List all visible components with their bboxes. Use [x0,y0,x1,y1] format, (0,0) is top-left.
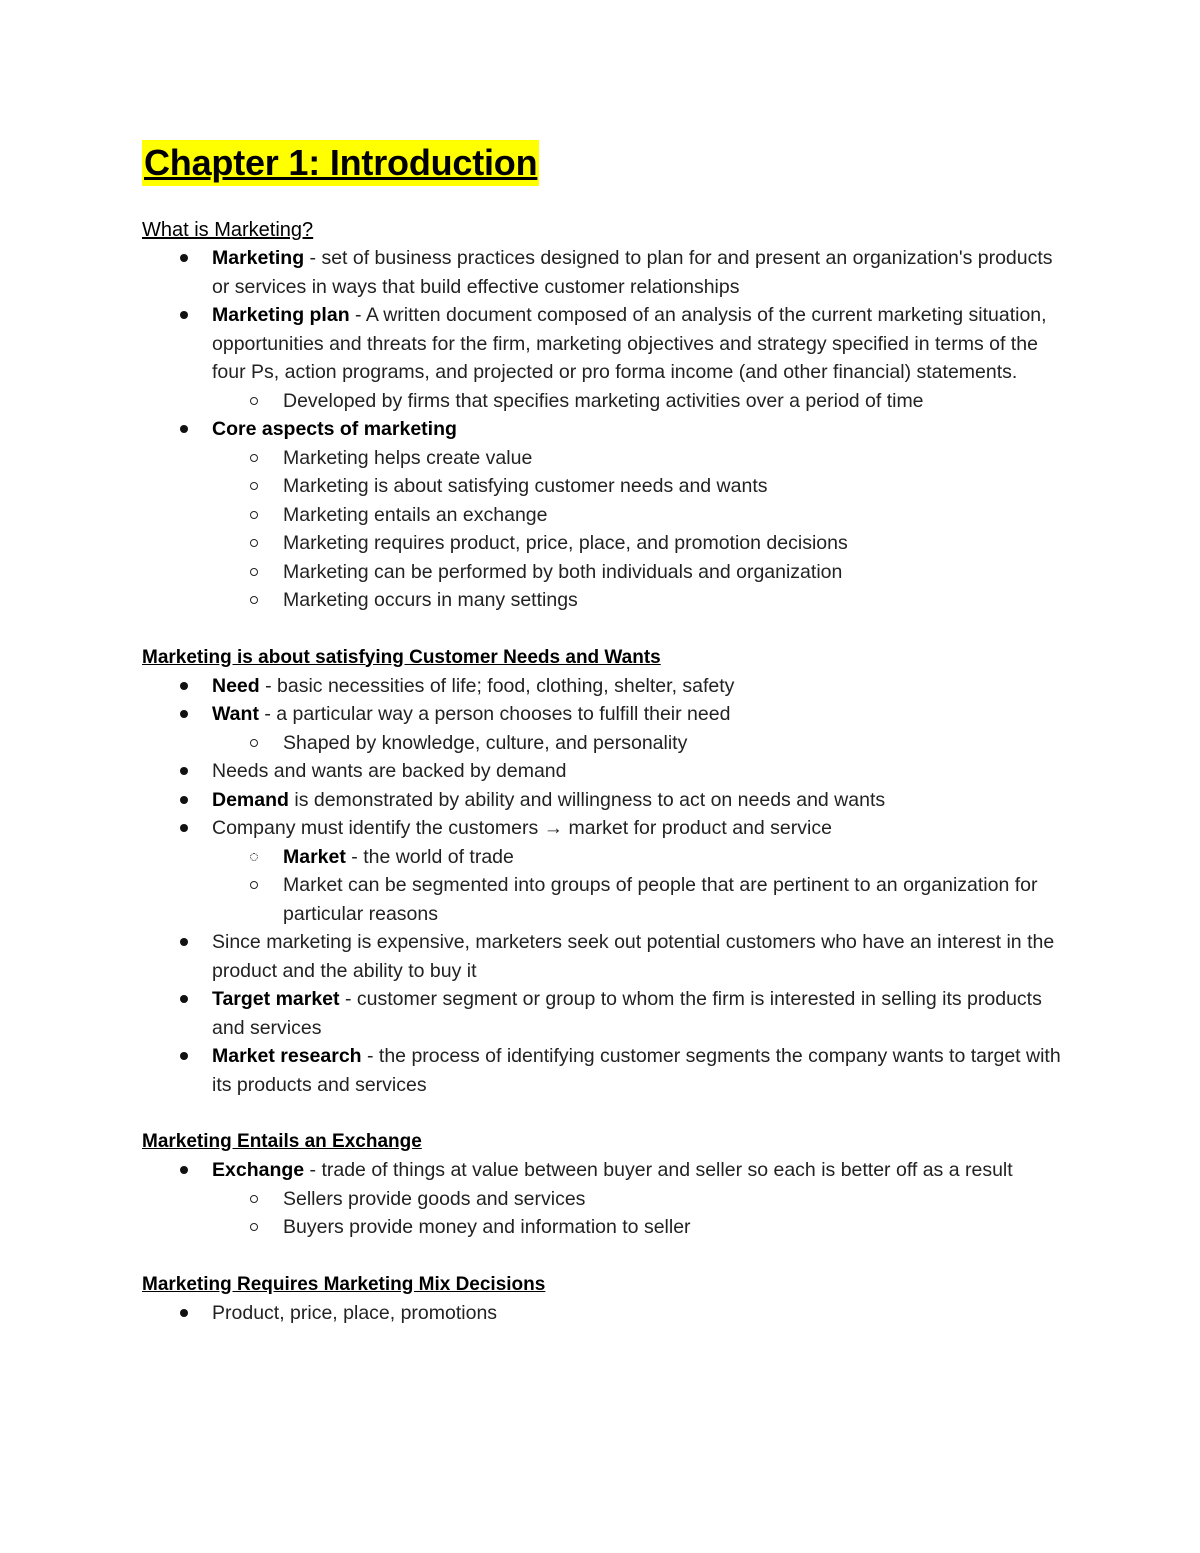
bullet-dot-icon [180,824,188,832]
sub-list-item [142,472,1062,501]
term: Marketing [212,247,305,269]
sub-item-text: Shaped by knowledge, culture, and personality [283,731,688,754]
sub-list-item [142,387,1062,416]
sub-list-item [142,871,1062,928]
document-body [142,140,1062,1327]
bullet-list [142,244,1062,615]
bullet-circle-icon [250,397,258,405]
bullet-list [142,1299,1062,1328]
term: Demand [212,788,289,811]
sub-item-text: Marketing requires product, price, place, and promotion decisions [283,532,848,554]
bullet-circle-icon [250,853,258,861]
item-text: Needs and wants are backed by demand [212,760,567,782]
bullet-dot-icon [180,1166,188,1174]
list-item [142,672,1062,701]
sub-item-text: Marketing helps create value [283,446,533,469]
bullet-dot-icon [180,425,188,433]
sub-item-text: Market can be segmented into groups of people that are pertinent to an organization for particular reasons [283,874,1038,925]
sub-item-text: Buyers provide money and information to seller [283,1216,691,1238]
bullet-circle-icon [250,1223,258,1231]
list-item [142,1156,1062,1185]
bullet-dot-icon [180,767,188,775]
term: Core aspects of marketing [212,418,457,440]
term: Marketing plan [212,304,350,326]
definition: - customer segment or group to whom the firm is interested in selling its products and services [212,988,1042,1039]
chapter-title: Chapter 1: Introduction [142,140,539,186]
bullet-circle-icon [250,482,258,490]
list-item [142,301,1062,387]
sub-item-text: Marketing can be performed by both individuals and organization [283,560,843,583]
definition: - a particular way a person chooses to fulfill their need [258,703,731,725]
list-item [142,786,1062,815]
list-item [142,814,1062,843]
sub-list-item [142,729,1062,758]
sub-list-item [142,1213,1062,1242]
bullet-dot-icon [180,311,188,319]
bullet-circle-icon [250,511,258,519]
list-item [142,415,1062,444]
list-item [142,700,1062,729]
bullet-list [142,672,1062,1100]
section-heading-exchange: Marketing Entails an Exchange [142,1131,422,1152]
term: Market research [212,1045,362,1067]
sub-item-text: Developed by firms that specifies marketing activities over a period of time [283,389,924,412]
item-text: Product, price, place, promotions [212,1301,498,1324]
bullet-circle-icon [250,568,258,576]
term: Want [212,703,259,725]
sub-list-item [142,558,1062,587]
list-item [142,244,1062,301]
sub-list-item [142,586,1062,615]
bullet-circle-icon [250,596,258,604]
term: Market [283,845,346,868]
sub-list-item [142,529,1062,558]
definition: - the world of trade [345,845,514,868]
list-item [142,985,1062,1042]
term: Exchange [212,1159,305,1181]
list-item [142,928,1062,985]
definition: - set of business practices designed to plan for and present an organization's products or services in ways that build effective customer relationships [212,247,1053,298]
sub-list-item [142,444,1062,473]
definition: - the process of identifying customer segments the company wants to target with its products and services [212,1045,1061,1096]
bullet-circle-icon [250,539,258,547]
section-heading-needs-and-wants: Marketing is about satisfying Customer Needs and Wants [142,646,661,668]
list-item [142,1299,1062,1328]
bullet-dot-icon [180,938,188,946]
sub-item-text: Marketing occurs in many settings [283,589,578,611]
bullet-dot-icon [180,710,188,718]
definition: - A written document composed of an analysis of the current marketing situation, opportunities and threats for the firm, marketing objectives and strategy specified in terms of the four Ps, action programs, and projected or pro forma income (and other financial) statements. [212,304,1047,383]
bullet-circle-icon [250,1195,258,1203]
spacer [142,1242,1062,1271]
sub-list-item [142,843,1062,872]
term: Target market [212,988,340,1010]
section-heading-marketing-mix: Marketing Requires Marketing Mix Decisions [142,1273,546,1295]
term: Need [212,674,260,697]
bullet-circle-icon [250,454,258,462]
definition: is demonstrated by ability and willingness to act on needs and wants [288,788,886,811]
list-item [142,1042,1062,1099]
definition: - basic necessities of life; food, clothing, shelter, safety [259,674,735,697]
bullet-circle-icon [250,881,258,889]
bullet-dot-icon [180,796,188,804]
sub-item-text: Marketing entails an exchange [283,503,548,526]
sub-list-item [142,501,1062,530]
list-item [142,757,1062,786]
bullet-circle-icon [250,739,258,747]
bullet-list [142,1156,1062,1242]
sub-item-text: Sellers provide goods and services [283,1187,586,1210]
section-heading-what-is-marketing: What is Marketing? [142,219,314,241]
sub-list-item [142,1185,1062,1214]
bullet-dot-icon [180,1052,188,1060]
bullet-dot-icon [180,682,188,690]
spacer [142,615,1062,644]
bullet-dot-icon [180,995,188,1003]
definition: - trade of things at value between buyer and seller so each is better off as a result [304,1159,1013,1181]
bullet-dot-icon [180,1309,188,1317]
sub-item-text: Marketing is about satisfying customer needs and wants [283,475,768,497]
bullet-dot-icon [180,254,188,262]
item-text: Since marketing is expensive, marketers seek out potential customers who have an interest in the product and the ability to buy it [212,931,1055,982]
item-text: Company must identify the customers → market for product and service [212,817,832,839]
spacer [142,1099,1062,1128]
